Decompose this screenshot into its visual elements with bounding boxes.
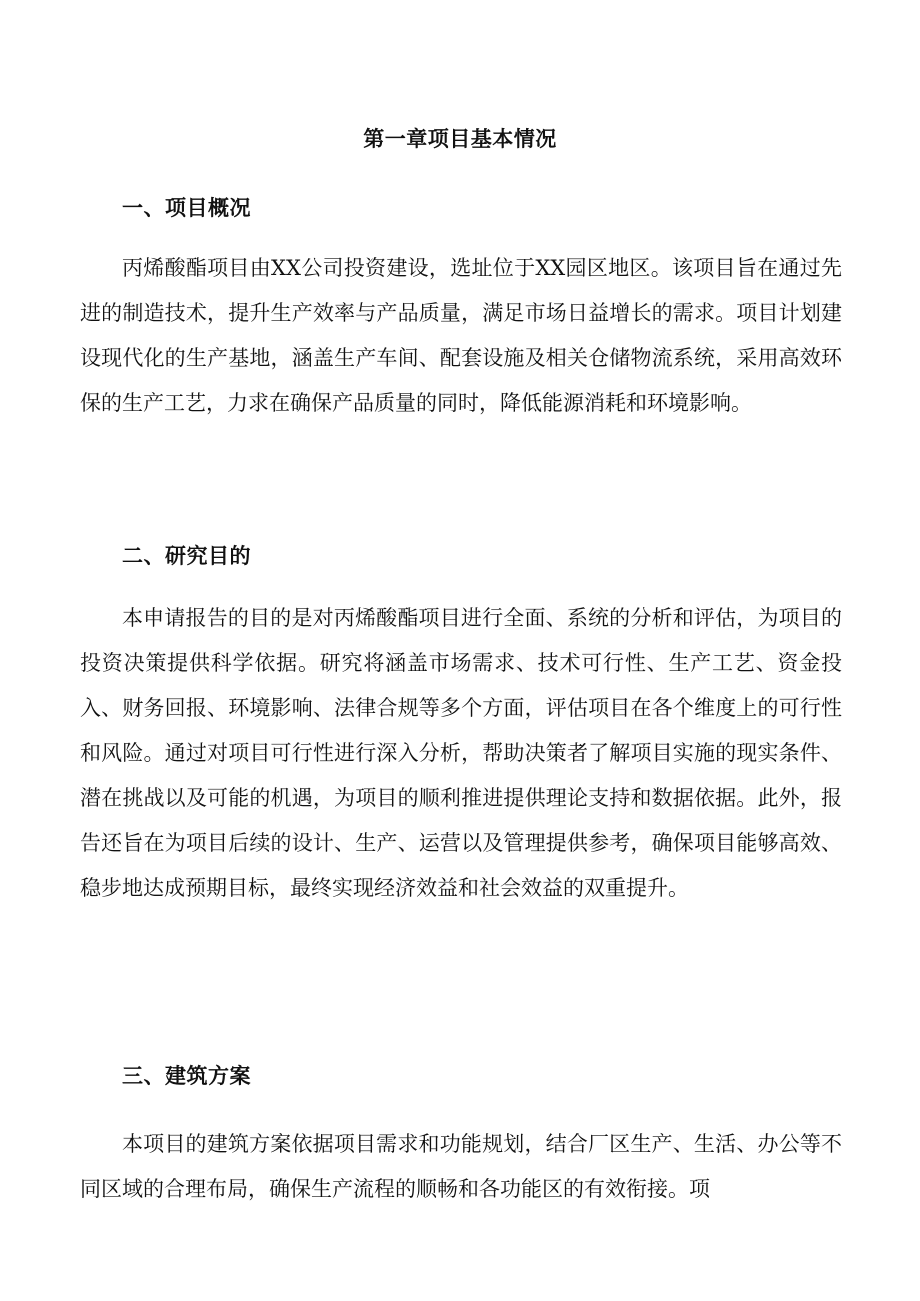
section-heading-overview: 一、项目概况 [122,195,251,220]
chapter-title: 第一章项目基本情况 [363,126,557,151]
section-heading-purpose: 二、研究目的 [122,543,251,568]
paragraph-overview: 丙烯酸酯项目由XX公司投资建设，选址位于XX园区地区。该项目旨在通过先进的制造技术，提升生产效率与产品质量，满足市场日益增长的需求。项目计划建设现代化的生产基地，涵盖生产车间、配套设施及相关仓储物流系统，采用高效环保的生产工艺，力求在确保产品质量的同时，降低能源消耗和环境影响。 [80,256,842,415]
paragraph-purpose: 本申请报告的目的是对丙烯酸酯项目进行全面、系统的分析和评估，为项目的投资决策提供科学依据。研究将涵盖市场需求、技术可行性、生产工艺、资金投入、财务回报、环境影响、法律合规等多个方面，评估项目在各个维度上的可行性和风险。通过对项目可行性进行深入分析，帮助决策者了解项目实施的现实条件、潜在挑战以及可能的机遇，为项目的顺利推进提供理论支持和数据依据。此外，报告还旨在为项目后续的设计、生产、运营以及管理提供参考，确保项目能够高效、稳步地达成预期目标，最终实现经济效益和社会效益的双重提升。 [80,606,842,900]
section-heading-architecture: 三、建筑方案 [122,1063,251,1088]
paragraph-architecture: 本项目的建筑方案依据项目需求和功能规划，结合厂区生产、生活、办公等不同区域的合理布局，确保生产流程的顺畅和各功能区的有效衔接。项 [80,1132,842,1201]
